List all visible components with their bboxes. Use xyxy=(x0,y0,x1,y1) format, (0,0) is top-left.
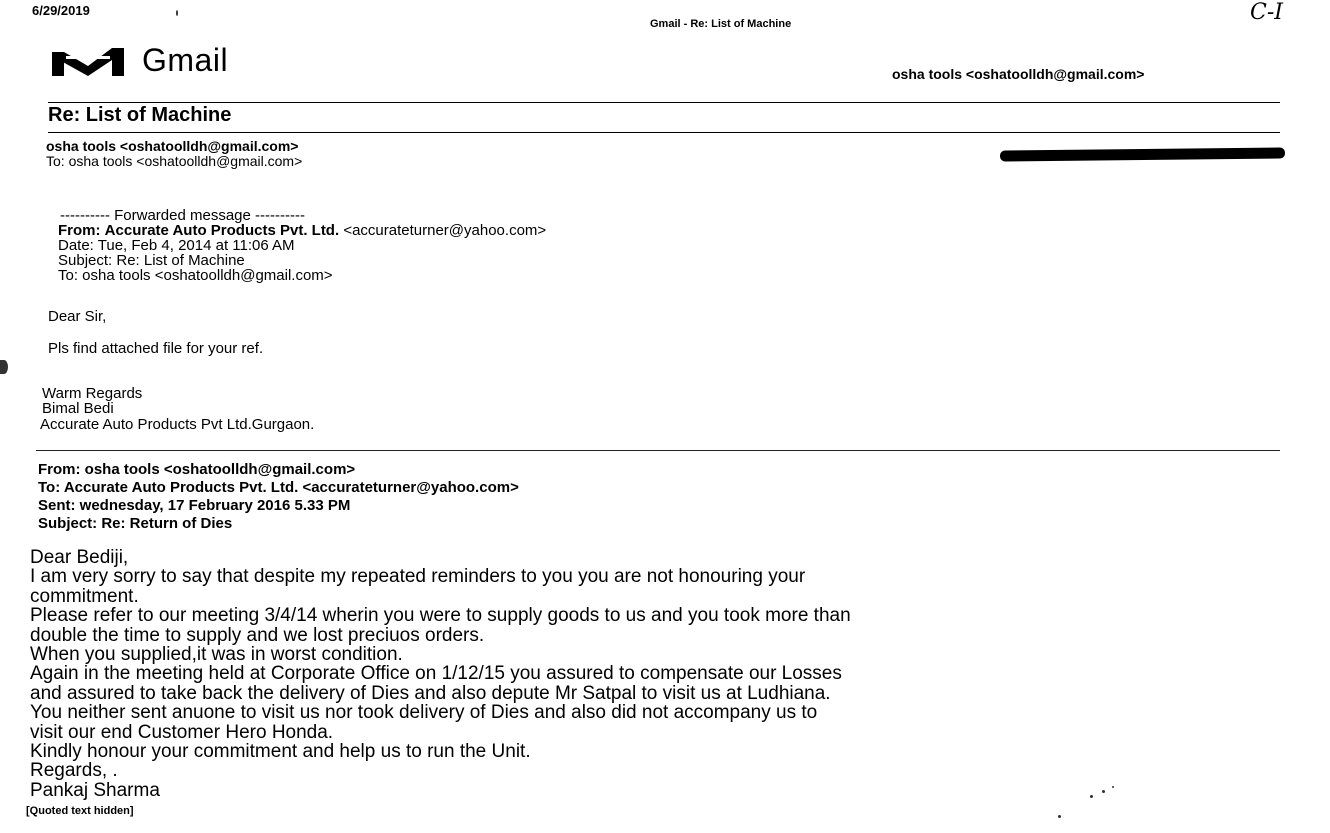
forwarded-subject: Subject: Re: List of Machine xyxy=(58,252,245,269)
scan-speck xyxy=(0,360,8,374)
print-title: Gmail - Re: List of Machine xyxy=(650,18,792,30)
reply-subject: Subject: Re: Return of Dies xyxy=(38,515,233,532)
scan-speck xyxy=(176,10,178,16)
body-text: Pls find attached file for your ref. xyxy=(48,340,264,357)
greeting: Dear Sir, xyxy=(48,308,107,325)
reply-body-line: visit our end Customer Hero Honda. xyxy=(30,721,334,743)
reply-body-line: Again in the meeting held at Corporate Office on 1/12/15 you assured to compensate our Losses xyxy=(30,663,842,685)
reply-body-line: Pankaj Sharma xyxy=(30,779,160,801)
divider xyxy=(36,450,1280,451)
sender-line: osha tools <oshatoolldh@gmail.com> xyxy=(46,138,299,154)
reply-body-line: When you supplied,it was in worst condition. xyxy=(30,644,403,666)
gmail-logo-text: Gmail xyxy=(142,42,229,78)
signature-line: Accurate Auto Products Pvt Ltd.Gurgaon. xyxy=(40,416,315,433)
reply-body xyxy=(30,548,851,800)
reply-body-line: I am very sorry to say that despite my repeated reminders to you you are not honouring your xyxy=(30,566,806,588)
reply-body-line: You neither sent anuone to visit us nor took delivery of Dies and also did not accompany us to xyxy=(30,702,818,724)
reply-from: From: osha tools <oshatoolldh@gmail.com> xyxy=(38,461,356,478)
gmail-logo xyxy=(50,42,228,79)
gmail-m-icon xyxy=(50,46,126,76)
scan-speck xyxy=(1112,786,1114,788)
signature-line: Warm Regards xyxy=(42,385,143,402)
forwarded-to: To: osha tools <oshatoolldh@gmail.com> xyxy=(58,267,333,284)
divider xyxy=(48,102,1280,103)
reply-body-line: Dear Bediji, xyxy=(30,547,129,568)
divider xyxy=(48,132,1280,133)
scan-speck xyxy=(1058,815,1061,818)
reply-sent: Sent: wednesday, 17 February 2016 5.33 PM xyxy=(38,497,351,514)
scan-speck xyxy=(1090,795,1093,798)
reply-body-line: Kindly honour your commitment and help us to run the Unit. xyxy=(30,741,531,763)
reply-body-line: commitment. xyxy=(30,585,139,607)
recipient-line: To: osha tools <oshatoolldh@gmail.com> xyxy=(46,153,303,169)
reply-header xyxy=(38,461,519,533)
signature-line: Bimal Bedi xyxy=(42,400,114,417)
quoted-text-toggle[interactable]: [Quoted text hidden] xyxy=(26,805,134,817)
message-header xyxy=(46,139,302,169)
account-email: osha tools <oshatoolldh@gmail.com> xyxy=(892,66,1145,82)
redaction-mark xyxy=(1000,148,1285,162)
forwarded-separator: ---------- Forwarded message ---------- xyxy=(60,207,305,224)
print-date: 6/29/2019 xyxy=(32,3,90,18)
reply-to: To: Accurate Auto Products Pvt. Ltd. <accurateturner@yahoo.com> xyxy=(38,479,519,496)
forwarded-date: Date: Tue, Feb 4, 2014 at 11:06 AM xyxy=(58,237,295,254)
thread-subject: Re: List of Machine xyxy=(48,104,232,126)
page-mark: C-I xyxy=(1250,0,1283,25)
reply-body-line: Regards, . xyxy=(30,760,118,782)
reply-body-line: double the time to supply and we lost preciuos orders. xyxy=(30,624,485,646)
reply-body-line: and assured to take back the delivery of Dies and also depute Mr Satpal to visit us at Ludhiana. xyxy=(30,682,831,704)
forwarded-from: From: Accurate Auto Products Pvt. Ltd. <accurateturner@yahoo.com> xyxy=(58,222,547,239)
forwarded-header xyxy=(58,208,546,283)
scan-speck xyxy=(1102,790,1105,793)
reply-body-line: Please refer to our meeting 3/4/14 wherin you were to supply goods to us and you took more than xyxy=(30,605,851,627)
